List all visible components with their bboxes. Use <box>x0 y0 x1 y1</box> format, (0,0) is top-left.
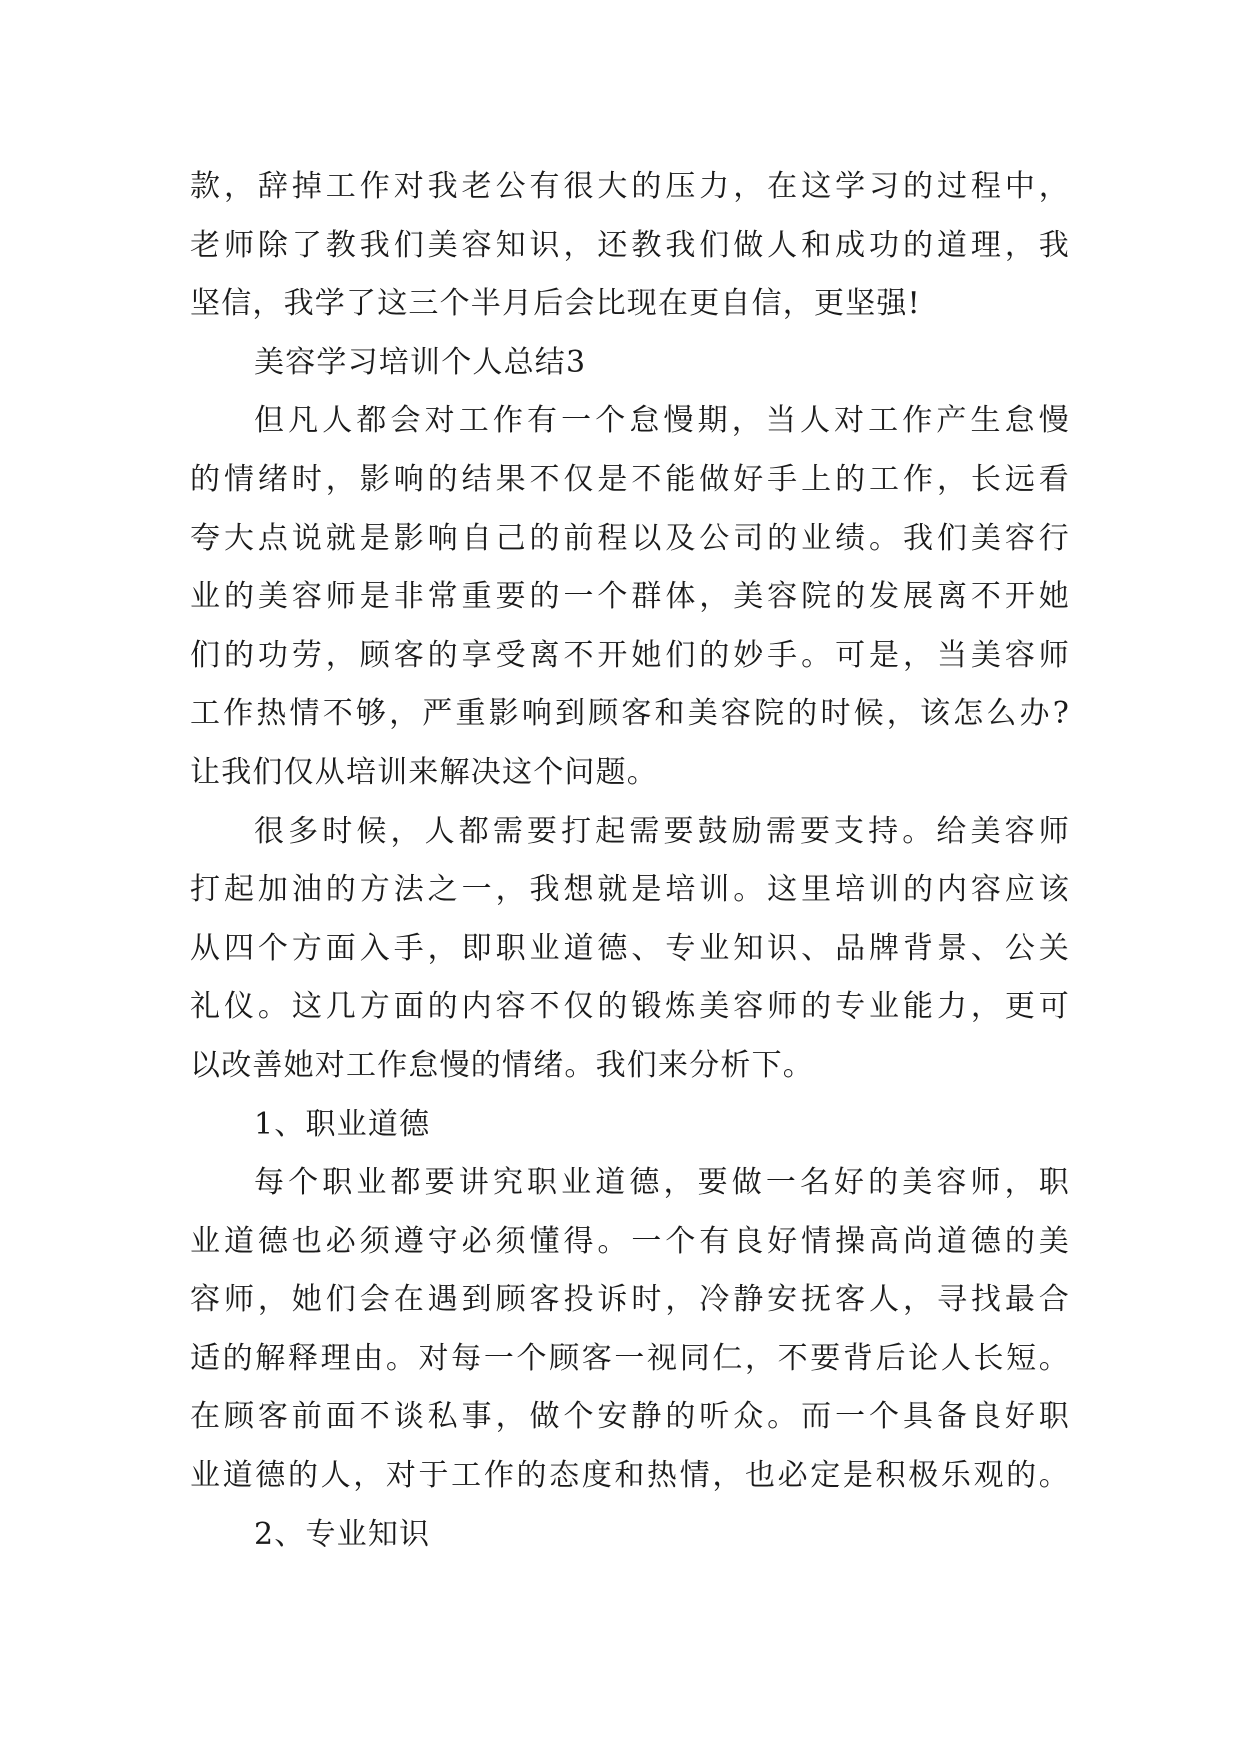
text-line: 款，辞掉工作对我老公有很大的压力，在这学习的过程中， <box>190 169 1070 204</box>
section-heading: 美容学习培训个人总结3 <box>254 344 587 380</box>
text-line: 业的美容师是非常重要的一个群体，美容院的发展离不开她 <box>190 579 1070 615</box>
text-line: 从四个方面入手，即职业道德、专业知识、品牌背景、公关 <box>190 930 1070 966</box>
text-line: 老师除了教我们美容知识，还教我们做人和成功的道理，我 <box>190 227 1070 263</box>
text-line: 们的功劳，顾客的享受离不开她们的妙手。可是，当美容师 <box>190 637 1070 673</box>
text-line: 工作热情不够，严重影响到顾客和美容院的时候，该怎么办? <box>190 696 1070 732</box>
text-line: 夸大点说就是影响自己的前程以及公司的业绩。我们美容行 <box>190 520 1070 556</box>
text-line: 很多时候，人都需要打起需要鼓励需要支持。给美容师 <box>254 813 1070 849</box>
text-line: 业道德也必须遵守必须懂得。一个有良好情操高尚道德的美 <box>190 1223 1070 1259</box>
text-line: 容师，她们会在遇到顾客投诉时，冷静安抚客人，寻找最合 <box>190 1282 1070 1318</box>
subsection-heading: 2、专业知识 <box>254 1516 431 1552</box>
document-page <box>190 158 1070 1564</box>
text-line: 以改善她对工作怠慢的情绪。我们来分析下。 <box>190 1047 814 1083</box>
text-line: 坚信，我学了这三个半月后会比现在更自信，更坚强! <box>190 286 921 322</box>
text-line: 在顾客前面不谈私事，做个安静的听众。而一个具备良好职 <box>190 1399 1070 1435</box>
text-line: 的情绪时，影响的结果不仅是不能做好手上的工作，长远看 <box>190 461 1070 497</box>
text-line: 每个职业都要讲究职业道德，要做一名好的美容师，职 <box>254 1165 1070 1201</box>
text-line: 礼仪。这几方面的内容不仅的锻炼美容师的专业能力，更可 <box>190 989 1070 1025</box>
text-line: 让我们仅从培训来解决这个问题。 <box>190 754 658 790</box>
text-line: 业道德的人，对于工作的态度和热情，也必定是积极乐观的。 <box>190 1458 1070 1494</box>
text-line: 打起加油的方法之一，我想就是培训。这里培训的内容应该 <box>190 872 1070 908</box>
text-line: 适的解释理由。对每一个顾客一视同仁，不要背后论人长短。 <box>190 1340 1070 1376</box>
subsection-heading: 1、职业道德 <box>254 1106 431 1142</box>
text-line: 但凡人都会对工作有一个怠慢期，当人对工作产生怠慢 <box>254 403 1070 439</box>
